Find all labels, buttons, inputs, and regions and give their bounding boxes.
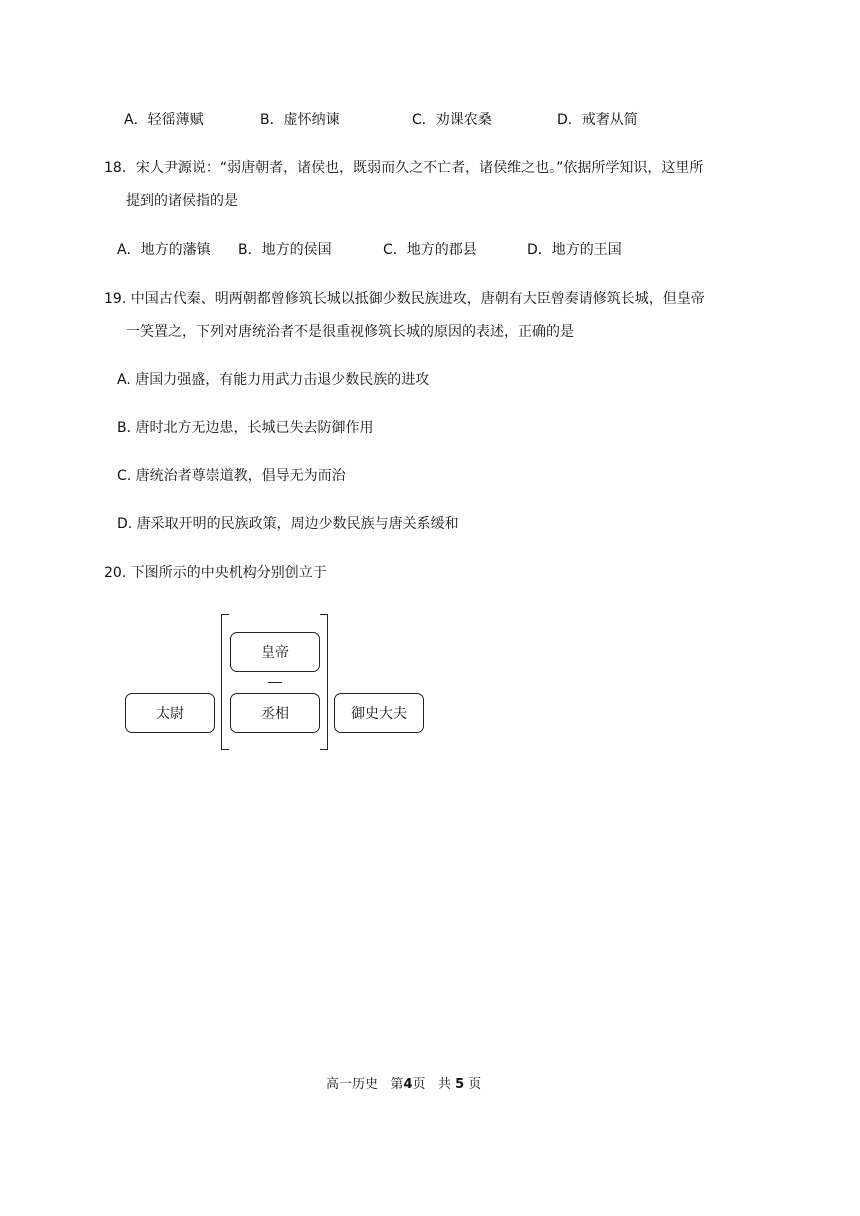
emperor-label: 皇帝 xyxy=(261,645,289,661)
military-commander-box xyxy=(125,693,215,733)
q18-option-c: C．地方的郡县 xyxy=(383,242,477,258)
q17-option-b: B．虚怀纳谏 xyxy=(260,112,340,128)
q18-option-d: D．地方的王国 xyxy=(527,242,622,258)
chancellor-label: 丞相 xyxy=(261,706,289,722)
q17-option-a: A．轻徭薄赋 xyxy=(124,112,204,128)
connector-dash xyxy=(268,682,282,683)
q17-option-d: D．戒奢从简 xyxy=(557,112,638,128)
q19-option-b: B. 唐时北方无边患，长城已失去防御作用 xyxy=(117,420,374,436)
q19-option-d: D. 唐采取开明的民族政策，周边少数民族与唐关系缓和 xyxy=(117,516,459,532)
chancellor-box xyxy=(230,693,320,733)
right-bracket xyxy=(320,614,328,750)
footer-total-number: 5 xyxy=(455,1077,465,1092)
q19-option-c: C. 唐统治者尊崇道教，倡导无为而治 xyxy=(117,468,346,484)
q19-stem-line2: 一笑置之，下列对唐统治者不是很重视修筑长城的原因的表述，正确的是 xyxy=(126,324,574,340)
military-commander-label: 太尉 xyxy=(156,706,184,722)
emperor-box xyxy=(230,632,320,672)
footer-subject: 高一历史 xyxy=(326,1077,379,1092)
q18-stem-line1: 18．宋人尹源说：“弱唐朝者，诸侯也，既弱而久之不亡者，诸侯维之也。”依据所学知识，这里所 xyxy=(104,160,704,176)
q19-option-a: A. 唐国力强盛，有能力用武力击退少数民族的进攻 xyxy=(117,372,430,388)
footer-total-prefix: 共 xyxy=(437,1077,451,1092)
q20-stem: 20. 下图所示的中央机构分别创立于 xyxy=(104,565,327,581)
q18-option-b: B．地方的侯国 xyxy=(238,242,332,258)
page-footer xyxy=(326,1076,481,1094)
footer-total-suffix: 页 xyxy=(468,1077,482,1092)
left-bracket xyxy=(221,614,229,750)
censor-label: 御史大夫 xyxy=(351,706,407,722)
q18-option-a: A．地方的藩镇 xyxy=(117,242,211,258)
q18-stem-line2: 提到的诸侯指的是 xyxy=(126,193,238,209)
footer-page-number: 4 xyxy=(403,1077,413,1092)
q19-stem-line1: 19. 中国古代秦、明两朝都曾修筑长城以抵御少数民族进攻，唐朝有大臣曾奏请修筑长城，但皇帝 xyxy=(104,291,705,307)
footer-page-prefix: 第 xyxy=(390,1077,404,1092)
censor-box xyxy=(334,693,424,733)
footer-page-suffix: 页 xyxy=(412,1077,426,1092)
q17-option-c: C．劝课农桑 xyxy=(412,112,492,128)
